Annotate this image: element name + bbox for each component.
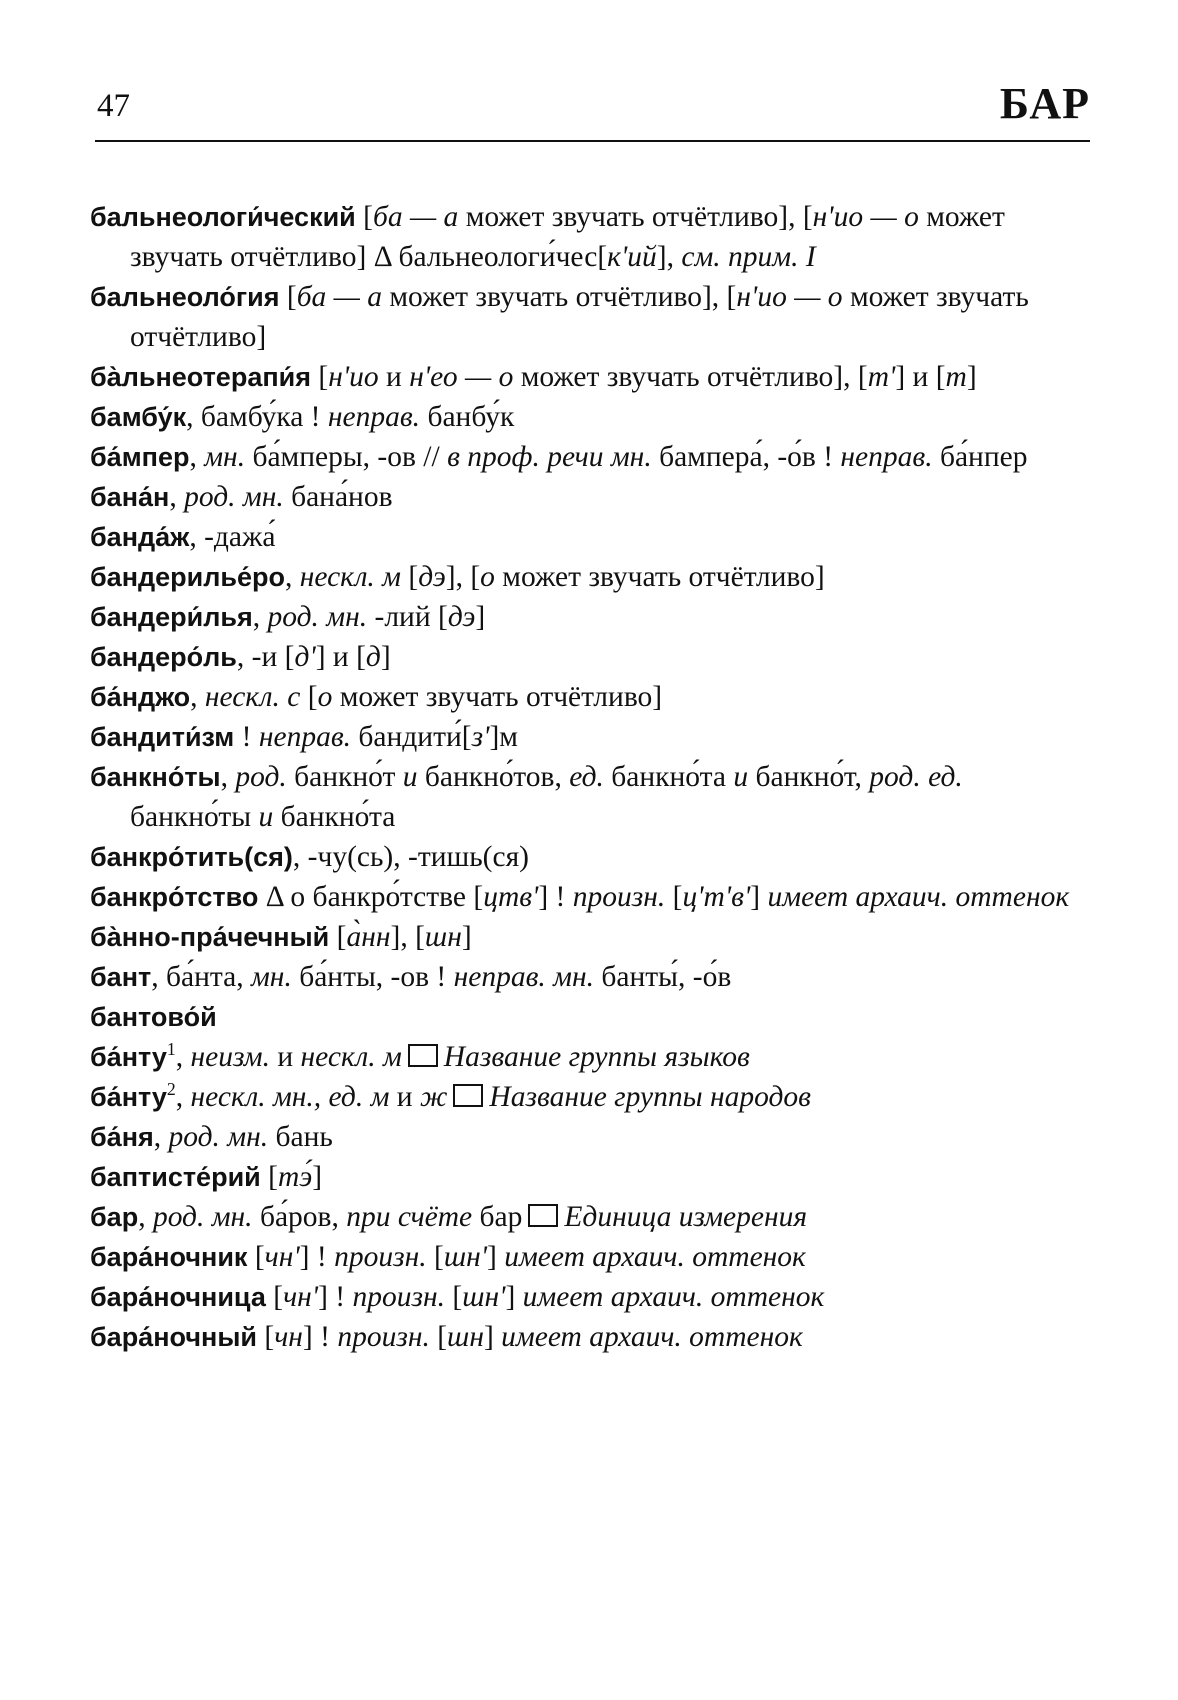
label-italic: н'ио — о [736, 281, 843, 313]
entry-text: банкно́та [273, 801, 396, 833]
label-italic: н'ио [328, 361, 379, 393]
entry-text: и [269, 1041, 301, 1073]
entry-text: может звучать отчётливо] [494, 561, 825, 593]
entry-text: банкно́т [286, 761, 403, 793]
entry-text: бана́нов [283, 481, 393, 513]
entry-text: ] ! [299, 1241, 335, 1273]
entry-list [90, 197, 1090, 1357]
label-italic: ба — а [372, 201, 459, 233]
headword: баптисте́рий [90, 1162, 261, 1192]
headword: ба́мпер [90, 442, 190, 472]
entry-text: ] [461, 921, 472, 953]
entry-text: , -и [ [236, 641, 295, 673]
label-italic: н'ео — о [409, 361, 514, 393]
entry-text: , [153, 1121, 169, 1153]
label-italic: ц'т'в' [682, 881, 751, 913]
label-italic: неправ. [327, 401, 421, 433]
headword: ба̀нно-пра́чечный [90, 922, 330, 952]
label-italic: нескл. с [204, 681, 301, 713]
label-italic: произн. [572, 881, 666, 913]
headword: бандери́лья [90, 602, 253, 632]
label-italic: д' [294, 641, 316, 673]
headword: банкро́тить(ся) [90, 842, 293, 872]
label-italic: нескл. м [300, 1041, 402, 1073]
label-italic: род. мн. [267, 601, 368, 633]
label-italic: род. мн. [184, 481, 284, 513]
entry-text: банкно́ты [130, 801, 259, 833]
label-italic: неправ. [258, 721, 352, 753]
headword: бамбу́к [90, 402, 187, 432]
label-italic: произн. [334, 1241, 427, 1273]
label-italic: чн' [283, 1281, 319, 1313]
page-header [95, 78, 1090, 142]
dictionary-entry [90, 437, 1090, 477]
entry-text: , [189, 441, 205, 473]
headword: бандеро́ль [90, 642, 237, 672]
entry-text: банкно́та [603, 761, 734, 793]
label-italic: тэ́ [277, 1161, 313, 1193]
dictionary-entry [90, 1117, 1090, 1157]
label-italic: з' [471, 721, 490, 753]
label-italic: мн. [204, 441, 246, 473]
entry-text: , ба́нта, [151, 961, 251, 993]
label-italic: шн' [443, 1241, 488, 1273]
entry-text: ] [966, 361, 977, 393]
label-italic: Название группы языков [443, 1041, 750, 1073]
headword: банкро́тство [90, 882, 259, 912]
dictionary-entry [90, 957, 1090, 997]
entry-text: ] ! [538, 881, 573, 913]
entry-text: ] [380, 641, 391, 673]
entry-text: ба́ров, [252, 1201, 347, 1233]
entry-text: банкно́т, [748, 761, 870, 793]
reference-box-icon [408, 1044, 438, 1067]
page-number: 47 [97, 88, 130, 124]
reference-box-icon [453, 1084, 483, 1107]
dictionary-entry [90, 1277, 1090, 1317]
label-italic: д [365, 641, 381, 673]
dictionary-entry [90, 197, 1090, 277]
headword: ба́ня [90, 1122, 154, 1152]
headword: бар [90, 1202, 139, 1232]
dictionary-entry [90, 877, 1090, 917]
entry-text: [ [279, 281, 297, 313]
entry-text: [ [260, 1161, 278, 1193]
label-italic: мн. [250, 961, 292, 993]
reference-box-icon [528, 1204, 558, 1227]
label-italic: имеет архаич. оттенок [501, 1321, 803, 1353]
headword: бандити́зм [90, 722, 235, 752]
entry-text: может звучать отчётливо], [ [382, 281, 737, 313]
dictionary-entry [90, 597, 1090, 637]
headword: банкно́ты [90, 762, 221, 792]
entry-text: , [190, 681, 205, 713]
entry-text: ба́нты, -ов ! [291, 961, 454, 993]
entry-text: ] ! [302, 1321, 338, 1353]
entry-text: ] [505, 1281, 523, 1313]
entry-text: [ [247, 1241, 265, 1273]
dictionary-entry [90, 917, 1090, 957]
dictionary-entry [90, 357, 1090, 397]
label-italic: в проф. речи мн. [447, 441, 652, 473]
entry-text: [ [665, 881, 683, 913]
label-italic: ед. [569, 761, 604, 793]
entry-text: [ [355, 201, 373, 233]
homonym-index: 1 [166, 1039, 176, 1060]
entry-text: , [175, 1081, 191, 1113]
entry-text: ] [750, 881, 768, 913]
label-italic: нескл. м [299, 561, 402, 593]
entry-text: ], [ [390, 921, 425, 953]
headword: бальнеологи́ческий [90, 202, 356, 232]
entry-text: банты́, -о́в [594, 961, 732, 993]
entry-text: может звучать отчётливо] Δ бальнеологи́чес[ [130, 201, 1005, 273]
dictionary-entry [90, 477, 1090, 517]
headword: ба́нту [90, 1042, 167, 1072]
label-italic: и [258, 801, 274, 833]
label-italic: о [480, 561, 495, 593]
entry-text: ба́нпер [932, 441, 1028, 473]
entry-text: , -чу(сь), -тишь(ся) [292, 841, 529, 873]
dictionary-entry [90, 1317, 1090, 1357]
headword: бара́ночница [90, 1282, 266, 1312]
headword: бара́ночный [90, 1322, 257, 1352]
dictionary-entry [90, 837, 1090, 877]
label-italic: т' [867, 361, 896, 393]
headword: ба́нджо [90, 682, 191, 712]
label-italic: неправ. [840, 441, 933, 473]
entry-text: ! [234, 721, 259, 753]
dictionary-entry [90, 397, 1090, 437]
entry-text: [ [401, 561, 419, 593]
entry-text: может звучать отчётливо], [ [513, 361, 868, 393]
headword: бальнеоло́гия [90, 282, 280, 312]
entry-text: банкно́тов, [417, 761, 570, 793]
entry-text: ] [312, 1161, 323, 1193]
entry-text: бань [268, 1121, 333, 1153]
label-italic: шн' [462, 1281, 506, 1313]
headword: бандерилье́ро [90, 562, 285, 592]
label-italic: чн [274, 1321, 303, 1353]
entry-text: [ [311, 361, 329, 393]
dictionary-entry [90, 1037, 1090, 1077]
entry-text: ] [487, 1241, 505, 1273]
entry-text: ] и [ [895, 361, 946, 393]
dictionary-entry [90, 1197, 1090, 1237]
label-italic: род. [235, 761, 287, 793]
entry-text: ба́мперы, -ов // [245, 441, 448, 473]
headword: ба́нту [90, 1082, 167, 1112]
headword: бана́н [90, 482, 170, 512]
label-italic: произн. [352, 1281, 446, 1313]
entry-text: бандити́[ [351, 721, 472, 753]
entry-text: , бамбу́ка ! [186, 401, 328, 433]
entry-text: , [252, 601, 268, 633]
entry-text: ] [483, 1321, 502, 1353]
label-italic: н'ио — о [812, 201, 919, 233]
entry-text: ], [ [445, 561, 481, 593]
label-italic: при счёте [346, 1201, 473, 1233]
entry-text: ] ! [318, 1281, 353, 1313]
dictionary-entry [90, 1237, 1090, 1277]
entry-text: и [378, 361, 410, 393]
label-italic: о [317, 681, 333, 713]
label-italic: шн [424, 921, 462, 953]
entry-text: ]м [489, 721, 518, 753]
dictionary-entry [90, 997, 1090, 1037]
entry-text: , [285, 561, 300, 593]
entry-text: может звучать отчётливо] [130, 281, 1029, 353]
label-italic: ж [419, 1081, 448, 1113]
entry-text: [ [256, 1321, 275, 1353]
homonym-index: 2 [166, 1079, 176, 1100]
entry-text: банбу́к [420, 401, 515, 433]
label-italic: цтв' [483, 881, 539, 913]
entry-text: бампера́, -о́в ! [651, 441, 841, 473]
entry-text: может звучать отчётливо] [332, 681, 663, 713]
entry-text: , -дажа́ [189, 521, 276, 553]
label-italic: дэ [418, 561, 446, 593]
label-italic: род. мн. [168, 1121, 269, 1153]
dictionary-entry [90, 1157, 1090, 1197]
label-italic: и [402, 761, 418, 793]
label-italic: имеет архаич. оттенок [767, 881, 1070, 913]
headword: бантово́й [90, 1002, 217, 1032]
entry-text: Δ о банкро́тстве [ [258, 881, 484, 913]
label-italic: неправ. мн. [453, 961, 595, 993]
entry-text: , [169, 481, 185, 513]
dictionary-entry [90, 517, 1090, 557]
dictionary-entry [90, 677, 1090, 717]
dictionary-entry [90, 757, 1090, 837]
label-italic: т [945, 361, 967, 393]
running-head: БАР [999, 79, 1090, 128]
entry-text: ] и [ [315, 641, 366, 673]
label-italic: а̀нн [346, 921, 391, 953]
entry-text: , [220, 761, 236, 793]
label-italic: к'ий [607, 241, 657, 273]
dictionary-entry [90, 637, 1090, 677]
entry-text: [ [265, 1281, 284, 1313]
label-italic: имеет архаич. оттенок [504, 1241, 806, 1273]
dictionary-entry [90, 557, 1090, 597]
headword: бара́ночник [90, 1242, 248, 1272]
headword: бант [90, 962, 152, 992]
label-italic: нескл. мн., ед. м [190, 1081, 390, 1113]
label-italic: Название группы народов [489, 1081, 811, 1113]
entry-text: может звучать отчётливо], [ [458, 201, 813, 233]
label-italic: см. прим. I [681, 241, 816, 273]
label-italic: имеет архаич. оттенок [522, 1281, 825, 1313]
entry-text: [ [429, 1321, 448, 1353]
label-italic: род. мн. [152, 1201, 253, 1233]
dictionary-entry [90, 1077, 1090, 1117]
dictionary-entry [90, 277, 1090, 357]
headword: банда́ж [90, 522, 190, 552]
label-italic: Единица измерения [564, 1201, 808, 1233]
entry-text: [ [426, 1241, 444, 1273]
label-italic: неизм. [190, 1041, 270, 1073]
entry-text: , [175, 1041, 191, 1073]
entry-text: -лий [ [367, 601, 448, 633]
entry-text: бар [472, 1201, 523, 1233]
label-italic: произн. [337, 1321, 430, 1353]
label-italic: шн [447, 1321, 484, 1353]
dictionary-entry [90, 717, 1090, 757]
entry-text: ] [475, 601, 486, 633]
label-italic: и [733, 761, 749, 793]
entry-text: [ [300, 681, 318, 713]
entry-text: [ [329, 921, 347, 953]
headword: ба̀льнеотерапи́я [90, 362, 311, 392]
entry-text: , [138, 1201, 153, 1233]
label-italic: ба — а [296, 281, 383, 313]
entry-text: и [389, 1081, 420, 1113]
entry-text: [ [445, 1281, 463, 1313]
label-italic: дэ [447, 601, 476, 633]
label-italic: чн' [264, 1241, 300, 1273]
label-italic: род. ед. [869, 761, 963, 793]
entry-text: ], [656, 241, 682, 273]
